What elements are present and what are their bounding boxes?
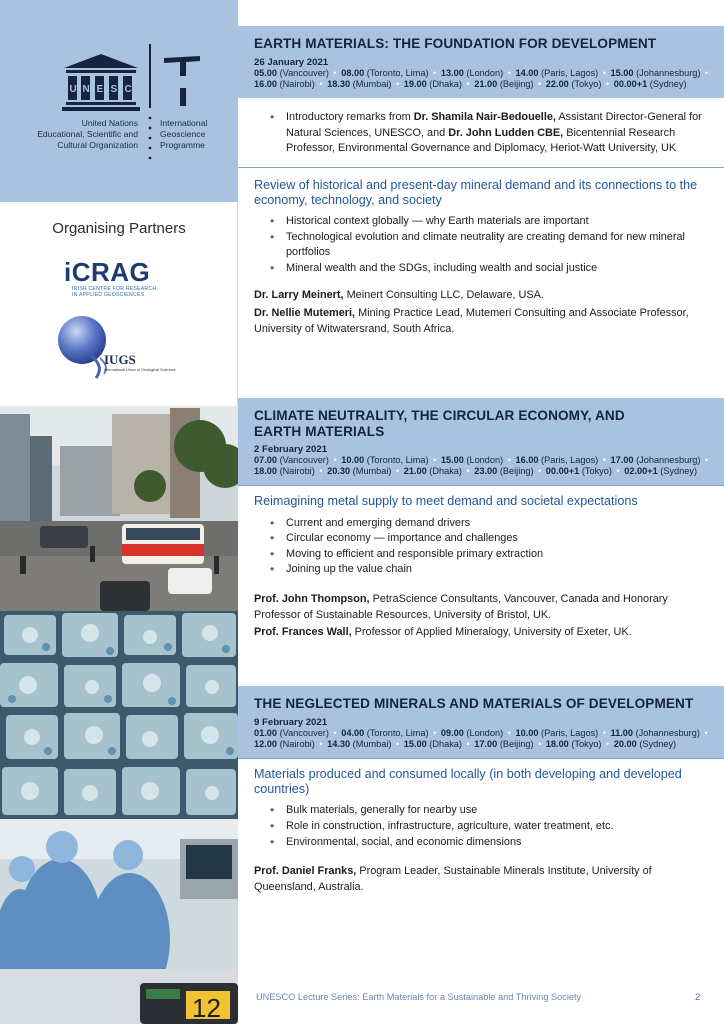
session-times — [254, 455, 714, 477]
time-value: 20.30 — [327, 466, 351, 477]
hospital-image — [0, 819, 238, 1024]
time-value: 20.00 — [613, 738, 637, 749]
time-value: 23.00 — [474, 466, 498, 477]
time-separator: • — [602, 67, 606, 78]
time-value: 10.00 — [341, 455, 365, 465]
time-city: (Beijing) — [499, 466, 534, 477]
intro-list — [254, 110, 716, 157]
time-city: (Toronto, Lima) — [366, 67, 429, 78]
time-value: 19.00 — [403, 78, 427, 89]
time-value: 16.00 — [254, 78, 277, 89]
speaker — [254, 592, 716, 623]
time-value: 18.00 — [254, 466, 277, 477]
speaker-role: PetraScience Consultants, Vancouver, Canada and Honorary Professor of Sustainable Resources, University of Bristol, UK. — [254, 592, 668, 621]
section-divider — [238, 485, 724, 486]
time-value: 02.00+1 — [624, 466, 658, 477]
time-value: 05.00 — [254, 67, 277, 78]
session-body — [238, 767, 724, 895]
topic-item: • Current and emerging demand drivers — [270, 516, 716, 532]
session-title: CLIMATE NEUTRALITY, THE CIRCULAR ECONOMY, AND EARTH MATERIALS — [254, 408, 625, 439]
intro-text: Introductory remarks from — [286, 110, 414, 123]
session-date: 2 February 2021 — [254, 444, 328, 455]
time-city: (Paris, Lagos) — [541, 455, 599, 465]
time-separator: • — [466, 466, 470, 477]
speaker-name: Dr. Larry Meinert, — [254, 289, 344, 302]
speaker-role: Professor of Applied Mineralogy, University of Exeter, UK. — [351, 626, 632, 639]
unesco-org-line: Cultural Organization — [57, 140, 138, 150]
partners-title: Organising Partners — [52, 220, 186, 237]
unesco-letter: E — [96, 84, 104, 95]
time-separator: • — [507, 727, 511, 738]
time-city: (Dhaka) — [429, 738, 462, 749]
unesco-temple-logo — [62, 52, 140, 112]
time-separator: • — [507, 67, 511, 78]
iugs-logo — [56, 312, 196, 382]
time-city: (Mumbai) — [352, 466, 392, 477]
topic-item: • Moving to efficient and responsible primary extraction — [270, 547, 716, 563]
topic-item: • Joining up the value chain — [270, 562, 716, 578]
time-value: 07.00 — [254, 455, 277, 465]
session-body — [238, 494, 724, 640]
time-city: (Dhaka) — [429, 78, 462, 89]
icrag-logo — [64, 258, 174, 298]
iugs-subtitle: International Union of Geological Sciences — [104, 368, 176, 372]
topic-item: • Technological evolution and climate neutrality are creating demand for new mineral portfolios — [270, 230, 716, 261]
time-city: (Nairobi) — [279, 78, 315, 89]
icrag-sub-line: IRISH CENTRE FOR RESEARCH — [72, 286, 157, 292]
logo-divider — [148, 44, 152, 160]
time-separator: • — [538, 78, 542, 89]
time-city: (Toronto, Lima) — [366, 727, 429, 738]
igcp-line: International — [160, 118, 208, 128]
time-city: (Nairobi) — [279, 738, 315, 749]
time-city: (London) — [466, 455, 504, 465]
session-date: 9 February 2021 — [254, 716, 328, 728]
topic-item: • Historical context globally — why Earth materials are important — [270, 214, 716, 230]
icrag-subtitle — [72, 286, 174, 298]
time-separator: • — [616, 466, 620, 477]
street-photo-image — [0, 406, 238, 611]
session-1 — [238, 26, 724, 339]
time-value: 15.00 — [610, 67, 634, 78]
speaker-role: Meinert Consulting LLC, Delaware, USA. — [343, 289, 544, 302]
speaker — [254, 306, 716, 337]
session-times — [254, 728, 714, 750]
topic-item: • Circular economy — importance and challenges — [270, 531, 716, 547]
time-city: (Beijing) — [499, 738, 534, 749]
unesco-letter: S — [110, 84, 118, 95]
time-value: 00.00+1 — [545, 466, 580, 477]
unesco-org-line: Educational, Scientific and — [37, 129, 138, 139]
unesco-org-line: United Nations — [81, 118, 138, 128]
geology-hammer-icon — [160, 52, 204, 108]
time-city: (Toronto, Lima) — [366, 455, 429, 465]
igcp-line: Programme — [160, 140, 205, 150]
time-separator: • — [333, 455, 337, 465]
time-separator: • — [705, 455, 709, 465]
recycled-bottles-photo — [0, 611, 238, 819]
time-separator: • — [538, 466, 542, 477]
time-value: 12.00 — [254, 738, 277, 749]
session-date: 26 January 2021 — [254, 56, 329, 68]
speaker-name: Dr. Nellie Mutemeri, — [254, 307, 356, 320]
time-city: (Vancouver) — [279, 455, 329, 465]
time-city: (Vancouver) — [279, 67, 329, 78]
igcp-name — [160, 118, 238, 151]
section-divider — [238, 758, 724, 759]
time-value: 13.00 — [440, 67, 464, 78]
unesco-letter: U — [69, 84, 77, 95]
unesco-letter: C — [124, 84, 132, 95]
time-city: (Mumbai) — [352, 738, 392, 749]
time-value: 00.00+1 — [613, 78, 648, 89]
topic-list — [254, 803, 716, 850]
time-separator: • — [602, 455, 606, 465]
time-value: 17.00 — [610, 455, 634, 465]
time-city: (Paris, Lagos) — [541, 727, 599, 738]
time-value: 09.00 — [440, 727, 464, 738]
unesco-org-name — [8, 118, 138, 151]
time-value: 16.00 — [515, 455, 539, 465]
time-value: 22.00 — [545, 78, 569, 89]
section-divider — [238, 167, 724, 168]
session-subtitle: Review of historical and present-day mineral demand and its connections to the economy, technology, and society — [254, 177, 698, 207]
intro-name: Dr. John Ludden CBE, — [448, 126, 564, 139]
session-title: THE NEGLECTED MINERALS AND MATERIALS OF DEVELOPMENT — [254, 696, 694, 711]
speaker — [254, 864, 716, 895]
time-separator: • — [319, 738, 323, 749]
session-header — [238, 26, 724, 98]
time-separator: • — [396, 738, 400, 749]
time-value: 14.00 — [515, 67, 539, 78]
session-2 — [238, 398, 724, 643]
time-value: 14.30 — [327, 738, 351, 749]
time-value: 01.00 — [254, 727, 277, 738]
time-separator: • — [466, 78, 470, 89]
monitor-digits: 12 — [192, 993, 221, 1023]
footer-text: UNESCO Lecture Series: Earth Materials for a Sustainable and Thriving Society — [256, 992, 582, 1002]
speaker-role: Mining Practice Lead, Mutemeri Consulting and Associate Professor, University of Witwatersrand, South Africa. — [254, 307, 689, 335]
time-value: 18.30 — [327, 78, 351, 89]
time-separator: • — [507, 455, 511, 465]
session-header — [238, 686, 724, 758]
time-city: (Tokyo) — [581, 466, 612, 477]
time-value: 17.00 — [474, 738, 498, 749]
session-title: EARTH MATERIALS: THE FOUNDATION FOR DEVELOPMENT — [254, 36, 657, 51]
programme-column — [238, 0, 724, 1024]
time-value: 08.00 — [341, 67, 365, 78]
organising-partners — [0, 202, 238, 406]
recycled-bottles-image — [0, 611, 238, 819]
time-separator: • — [704, 727, 708, 738]
time-city: (Tokyo) — [571, 78, 602, 89]
time-separator: • — [396, 466, 400, 477]
left-column — [0, 0, 238, 1024]
time-separator: • — [602, 727, 606, 738]
time-city: (Vancouver) — [279, 727, 329, 738]
intro-text: Assistant Director-General for Natural Sciences, UNESCO, and — [286, 110, 702, 139]
speaker-list — [254, 288, 716, 337]
time-value: 11.00 — [610, 727, 633, 738]
time-city: (Beijing) — [499, 78, 534, 89]
speaker-name: Prof. Frances Wall, — [254, 626, 352, 639]
time-city: (Johannesburg) — [636, 455, 701, 465]
time-value: 10.00 — [515, 727, 539, 738]
time-value: 04.00 — [341, 727, 365, 738]
time-city: (London) — [466, 727, 504, 738]
speaker — [254, 625, 716, 641]
street-photo — [0, 406, 238, 611]
time-separator: • — [333, 727, 337, 738]
time-separator: • — [433, 727, 437, 738]
session-subtitle: Reimagining metal supply to meet demand and societal expectations — [254, 494, 638, 509]
time-city: (Sydney) — [639, 738, 677, 749]
time-separator: • — [606, 738, 610, 749]
time-value: 15.00 — [440, 455, 464, 465]
hospital-photo — [0, 819, 238, 1024]
topic-item: • Bulk materials, generally for nearby use — [270, 803, 716, 819]
time-city: (Nairobi) — [279, 466, 315, 477]
time-value: 21.00 — [474, 78, 498, 89]
topic-item: • Environmental, social, and economic dimensions — [270, 835, 716, 851]
intro-item — [270, 110, 716, 157]
logo-band — [0, 0, 238, 202]
session-subtitle: Materials produced and consumed locally (in both developing and developed countries) — [254, 766, 682, 797]
topic-list — [254, 214, 716, 276]
time-separator: • — [433, 67, 437, 78]
topic-list — [254, 516, 716, 578]
time-separator: • — [466, 738, 470, 749]
time-city: (Sydney) — [660, 466, 698, 477]
speaker-name: Prof. John Thompson, — [254, 592, 370, 605]
topic-item: • Mineral wealth and the SDGs, including wealth and social justice — [270, 261, 716, 277]
topic-item: • Role in construction, infrastructure, agriculture, water treatment, etc. — [270, 819, 716, 835]
time-city: (Paris, Lagos) — [541, 67, 599, 78]
icrag-wordmark: iCRAG — [64, 257, 151, 287]
page-number: 2 — [695, 992, 701, 1003]
icrag-sub-line: IN APPLIED GEOSCIENCES — [72, 292, 145, 299]
speaker-list — [254, 864, 716, 895]
intro-text: Bicentennial Research Professor, Environmental Governance and Diplomacy, Heriot-Watt University, UK — [286, 126, 677, 155]
unesco-letter: N — [82, 84, 90, 95]
speaker-role: Program Leader, Sustainable Minerals Institute, University of Queensland, Australia. — [254, 865, 652, 893]
speaker-name: Prof. Daniel Franks, — [254, 865, 357, 878]
session-times — [254, 68, 714, 90]
time-separator: • — [538, 738, 542, 749]
time-value: 15.00 — [403, 738, 427, 749]
session-3 — [238, 686, 724, 897]
time-separator: • — [319, 78, 323, 89]
session-body — [238, 110, 724, 337]
time-city: (Mumbai) — [352, 78, 392, 89]
time-separator: • — [319, 466, 323, 477]
time-separator: • — [606, 78, 610, 89]
time-city: (Dhaka) — [429, 466, 462, 477]
time-value: 21.00 — [403, 466, 427, 477]
time-city: (London) — [466, 67, 504, 78]
time-separator: • — [705, 67, 709, 78]
time-city: (Sydney) — [649, 78, 687, 89]
time-separator: • — [396, 78, 400, 89]
time-city: (Tokyo) — [571, 738, 602, 749]
intro-name: Dr. Shamila Nair-Bedouelle, — [413, 110, 556, 123]
iugs-wordmark: IUGS — [104, 352, 136, 367]
time-separator: • — [433, 455, 437, 465]
time-value: 18.00 — [545, 738, 569, 749]
time-city: (Johannesburg) — [636, 67, 701, 78]
session-header — [238, 398, 724, 485]
igcp-line: Geoscience — [160, 129, 206, 139]
time-separator: • — [333, 67, 337, 78]
speaker-list — [254, 592, 716, 641]
speaker — [254, 288, 716, 304]
time-city: (Johannesburg) — [635, 727, 700, 738]
